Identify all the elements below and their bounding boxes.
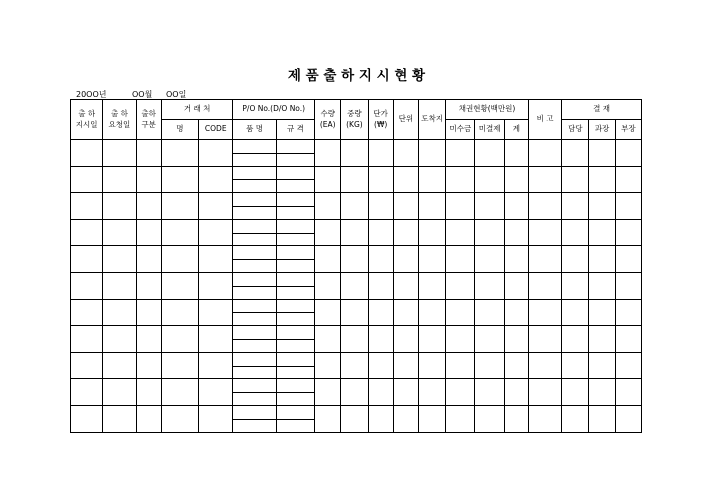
table-cell[interactable] [315,299,341,326]
date-year: 20OO년 [76,90,107,99]
table-cell[interactable] [136,166,161,193]
table-cell[interactable] [161,140,198,167]
po-column-divider [276,233,277,246]
table-cell[interactable] [315,246,341,273]
table-cell[interactable] [615,379,641,406]
table-cell[interactable] [71,246,103,273]
table-cell[interactable] [341,326,368,353]
table-cell[interactable] [161,299,198,326]
table-cell[interactable] [341,405,368,432]
po-row-divider [277,286,314,287]
table-cell[interactable] [199,166,233,193]
table-cell[interactable] [103,379,136,406]
table-cell[interactable] [368,352,393,379]
table-cell[interactable] [368,140,393,167]
po-column-divider [276,179,277,192]
header-trader-name: 명 [161,120,198,140]
table-cell[interactable] [276,219,314,246]
table-cell[interactable] [233,405,276,432]
table-cell[interactable] [589,246,615,273]
table-cell[interactable] [446,166,475,193]
table-cell[interactable] [475,272,504,299]
table-cell[interactable] [393,219,418,246]
table-cell[interactable] [446,352,475,379]
table-cell[interactable] [504,272,528,299]
table-cell[interactable] [276,166,314,193]
table-cell[interactable] [589,193,615,220]
table-cell[interactable] [562,166,589,193]
table-cell[interactable] [341,219,368,246]
header-unit-price [368,100,393,140]
table-cell[interactable] [475,193,504,220]
table-cell[interactable] [276,140,314,167]
table-cell[interactable] [446,326,475,353]
po-row-divider [277,259,314,260]
table-cell[interactable] [71,405,103,432]
table-cell[interactable] [315,326,341,353]
header-ship-type-line1: 출하 [141,109,156,119]
table-cell[interactable] [589,326,615,353]
header-item-name: 품 명 [233,120,276,140]
table-cell[interactable] [71,219,103,246]
table-row [71,352,642,379]
table-cell[interactable] [71,352,103,379]
po-row-divider [233,392,275,393]
table-cell[interactable] [615,272,641,299]
table-cell[interactable] [589,272,615,299]
table-cell[interactable] [103,299,136,326]
table-cell[interactable] [528,326,561,353]
table-cell[interactable] [341,272,368,299]
po-row-divider [233,339,275,340]
table-cell[interactable] [71,379,103,406]
table-cell[interactable] [71,299,103,326]
table-cell[interactable] [315,219,341,246]
header-weight [341,100,368,140]
table-cell[interactable] [315,272,341,299]
header-approval-director: 부장 [615,120,641,140]
table-cell[interactable] [615,326,641,353]
table-cell[interactable] [528,246,561,273]
header-ship-request-date [103,100,136,140]
table-cell[interactable] [562,193,589,220]
table-cell[interactable] [103,193,136,220]
header-trader: 거 래 처 [161,100,233,120]
table-cell[interactable] [71,272,103,299]
table-cell[interactable] [341,299,368,326]
page-title: 제 품 출 하 지 시 현 황 [287,68,426,84]
table-cell[interactable] [528,299,561,326]
header-note: 비 고 [528,100,561,140]
table-cell[interactable] [589,140,615,167]
header-po-number: P/O No.(D/O No.) [233,100,315,120]
po-row-divider [277,312,314,313]
table-cell[interactable] [136,219,161,246]
table-cell[interactable] [136,246,161,273]
table-cell[interactable] [446,299,475,326]
table-cell[interactable] [418,140,445,167]
table-cell[interactable] [71,166,103,193]
table-cell[interactable] [315,379,341,406]
table-cell[interactable] [393,246,418,273]
header-approval-manager: 과장 [589,120,615,140]
date-day: OO일 [166,90,187,99]
header-approval: 결 재 [562,100,642,120]
table-cell[interactable] [418,326,445,353]
table-cell[interactable] [315,193,341,220]
table-cell[interactable] [562,326,589,353]
table-cell[interactable] [589,299,615,326]
table-cell[interactable] [393,140,418,167]
table-cell[interactable] [562,140,589,167]
table-cell[interactable] [199,272,233,299]
header-bond-status: 채권현황(백만원) [446,100,529,120]
header-quantity [315,100,341,140]
po-row-divider [233,206,275,207]
table-cell[interactable] [528,405,561,432]
table-cell[interactable] [446,140,475,167]
table-cell[interactable] [475,299,504,326]
table-cell[interactable] [418,246,445,273]
table-cell[interactable] [589,166,615,193]
po-column-divider [276,206,277,219]
table-cell[interactable] [393,193,418,220]
po-column-divider [276,153,277,166]
table-cell[interactable] [418,219,445,246]
table-cell[interactable] [528,272,561,299]
po-row-divider [233,179,275,180]
shipment-table [70,99,642,433]
header-row-1 [71,100,642,120]
table-cell[interactable] [276,193,314,220]
table-cell[interactable] [589,379,615,406]
table-cell[interactable] [103,246,136,273]
table-cell[interactable] [393,272,418,299]
table-cell[interactable] [393,299,418,326]
po-row-divider [277,233,314,234]
table-cell[interactable] [103,272,136,299]
header-ship-request-date-line1: 출 하 [110,109,128,119]
table-cell[interactable] [341,140,368,167]
header-ship-type-line2: 구분 [141,119,156,129]
header-ship-type [136,100,161,140]
header-bond-total: 계 [504,120,528,140]
table-cell[interactable] [446,405,475,432]
po-row-divider [277,366,314,367]
table-cell[interactable] [136,193,161,220]
header-ship-order-date-line2: 지시일 [75,119,98,129]
table-cell[interactable] [368,219,393,246]
table-cell[interactable] [315,166,341,193]
table-cell[interactable] [199,326,233,353]
table-cell[interactable] [528,193,561,220]
header-destination: 도착지 [418,100,445,140]
table-cell[interactable] [615,352,641,379]
po-row-divider [233,286,275,287]
table-cell[interactable] [528,140,561,167]
po-row-divider [277,419,314,420]
table-cell[interactable] [71,193,103,220]
table-cell[interactable] [233,166,276,193]
table-cell[interactable] [199,193,233,220]
table-cell[interactable] [136,352,161,379]
table-cell[interactable] [615,246,641,273]
table-cell[interactable] [103,352,136,379]
table-cell[interactable] [341,193,368,220]
po-column-divider [276,419,277,432]
date-month: OO월 [132,90,153,99]
table-row [71,219,642,246]
table-cell[interactable] [315,140,341,167]
table-row [71,246,642,273]
header-ship-order-date-line1: 출 하 [78,109,96,119]
table-cell[interactable] [528,352,561,379]
po-row-divider [233,312,275,313]
po-row-divider [277,339,314,340]
po-row-divider [277,206,314,207]
table-cell[interactable] [446,193,475,220]
table-cell[interactable] [589,219,615,246]
table-cell[interactable] [161,219,198,246]
table-cell[interactable] [615,140,641,167]
header-unsettled: 미결제 [475,120,504,140]
header-spec: 규 격 [276,120,314,140]
table-cell[interactable] [446,272,475,299]
table-cell[interactable] [615,219,641,246]
table-cell[interactable] [233,352,276,379]
table-cell[interactable] [562,352,589,379]
table-cell[interactable] [161,246,198,273]
po-row-divider [233,366,275,367]
table-cell[interactable] [199,140,233,167]
table-cell[interactable] [233,193,276,220]
table-cell[interactable] [233,379,276,406]
table-cell[interactable] [504,219,528,246]
table-cell[interactable] [199,299,233,326]
header-unit: 단위 [393,100,418,140]
table-cell[interactable] [103,219,136,246]
table-cell[interactable] [276,246,314,273]
po-row-divider [233,233,275,234]
table-cell[interactable] [393,326,418,353]
table-cell[interactable] [504,405,528,432]
po-row-divider [233,419,275,420]
table-cell[interactable] [161,379,198,406]
table-cell[interactable] [368,326,393,353]
table-cell[interactable] [161,193,198,220]
table-cell[interactable] [136,405,161,432]
table-cell[interactable] [368,193,393,220]
table-cell[interactable] [199,246,233,273]
po-column-divider [276,339,277,352]
table-cell[interactable] [615,299,641,326]
table-row [71,166,642,193]
table-cell[interactable] [504,379,528,406]
table-cell[interactable] [276,299,314,326]
table-cell[interactable] [504,299,528,326]
table-cell[interactable] [341,379,368,406]
header-weight-line1: 중량 [347,109,362,119]
table-cell[interactable] [475,405,504,432]
table-cell[interactable] [504,193,528,220]
table-row [71,405,642,432]
table-cell[interactable] [615,166,641,193]
table-cell[interactable] [103,140,136,167]
header-approval-staff: 담당 [562,120,589,140]
table-cell[interactable] [233,140,276,167]
table-cell[interactable] [393,352,418,379]
table-row [71,193,642,220]
table-cell[interactable] [418,405,445,432]
po-row-divider [233,153,275,154]
table-row [71,272,642,299]
table-cell[interactable] [276,352,314,379]
po-column-divider [276,392,277,405]
table-cell[interactable] [368,379,393,406]
table-row [71,326,642,353]
table-cell[interactable] [161,326,198,353]
table-cell[interactable] [161,272,198,299]
table-cell[interactable] [368,246,393,273]
table-cell[interactable] [418,166,445,193]
table-cell[interactable] [368,272,393,299]
table-cell[interactable] [446,219,475,246]
table-cell[interactable] [562,299,589,326]
table-cell[interactable] [233,219,276,246]
header-trader-code: CODE [199,120,233,140]
table-cell[interactable] [315,405,341,432]
table-cell[interactable] [199,352,233,379]
table-cell[interactable] [276,326,314,353]
table-cell[interactable] [562,246,589,273]
table-cell[interactable] [615,405,641,432]
header-quantity-line2: (EA) [319,119,336,129]
table-cell[interactable] [368,405,393,432]
po-column-divider [276,259,277,272]
table-cell[interactable] [233,246,276,273]
table-cell[interactable] [446,246,475,273]
table-cell[interactable] [233,272,276,299]
po-row-divider [233,259,275,260]
table-cell[interactable] [393,166,418,193]
table-cell[interactable] [475,326,504,353]
table-cell[interactable] [341,246,368,273]
table-cell[interactable] [199,405,233,432]
table-cell[interactable] [233,299,276,326]
table-cell[interactable] [504,246,528,273]
table-cell[interactable] [589,352,615,379]
table-cell[interactable] [103,166,136,193]
table-cell[interactable] [615,193,641,220]
table-cell[interactable] [418,193,445,220]
table-cell[interactable] [276,272,314,299]
table-cell[interactable] [103,326,136,353]
table-cell[interactable] [199,379,233,406]
table-cell[interactable] [341,166,368,193]
table-cell[interactable] [103,405,136,432]
po-row-divider [277,153,314,154]
table-cell[interactable] [315,352,341,379]
table-cell[interactable] [504,326,528,353]
header-uncollected: 미수금 [446,120,475,140]
header-ship-order-date [71,100,103,140]
header-ship-request-date-line2: 요청일 [108,119,131,129]
table-cell[interactable] [418,299,445,326]
table-cell[interactable] [393,405,418,432]
table-cell[interactable] [562,219,589,246]
table-cell[interactable] [341,352,368,379]
table-cell[interactable] [528,379,561,406]
table-cell[interactable] [475,246,504,273]
table-cell[interactable] [475,219,504,246]
table-row [71,379,642,406]
table-cell[interactable] [276,379,314,406]
table-cell[interactable] [418,352,445,379]
po-column-divider [276,286,277,299]
table-cell[interactable] [368,166,393,193]
table-row [71,140,642,167]
po-row-divider [277,179,314,180]
header-unit-price-line2: (₩) [374,119,388,129]
table-cell[interactable] [418,379,445,406]
header-quantity-line1: 수량 [320,109,335,119]
table-cell[interactable] [393,379,418,406]
table-cell[interactable] [71,140,103,167]
header-unit-price-line1: 단가 [373,109,388,119]
table-cell[interactable] [368,299,393,326]
table-cell[interactable] [562,405,589,432]
table-cell[interactable] [475,140,504,167]
table-cell[interactable] [136,140,161,167]
table-cell[interactable] [276,405,314,432]
table-cell[interactable] [504,140,528,167]
table-cell[interactable] [161,166,198,193]
table-cell[interactable] [161,352,198,379]
table-cell[interactable] [161,405,198,432]
table-cell[interactable] [475,379,504,406]
table-cell[interactable] [504,166,528,193]
table-cell[interactable] [136,326,161,353]
table-cell[interactable] [504,352,528,379]
table-cell[interactable] [71,326,103,353]
table-cell[interactable] [136,272,161,299]
table-cell[interactable] [136,379,161,406]
table-cell[interactable] [418,272,445,299]
po-column-divider [276,312,277,325]
table-cell[interactable] [528,166,561,193]
table-cell[interactable] [589,405,615,432]
table-row [71,299,642,326]
table-cell[interactable] [475,352,504,379]
table-cell[interactable] [528,219,561,246]
table-cell[interactable] [136,299,161,326]
po-row-divider [277,392,314,393]
table-cell[interactable] [562,379,589,406]
po-column-divider [276,366,277,379]
table-cell[interactable] [562,272,589,299]
table-cell[interactable] [446,379,475,406]
table-cell[interactable] [233,326,276,353]
header-weight-line2: (KG) [346,119,363,129]
table-cell[interactable] [475,166,504,193]
table-cell[interactable] [199,219,233,246]
